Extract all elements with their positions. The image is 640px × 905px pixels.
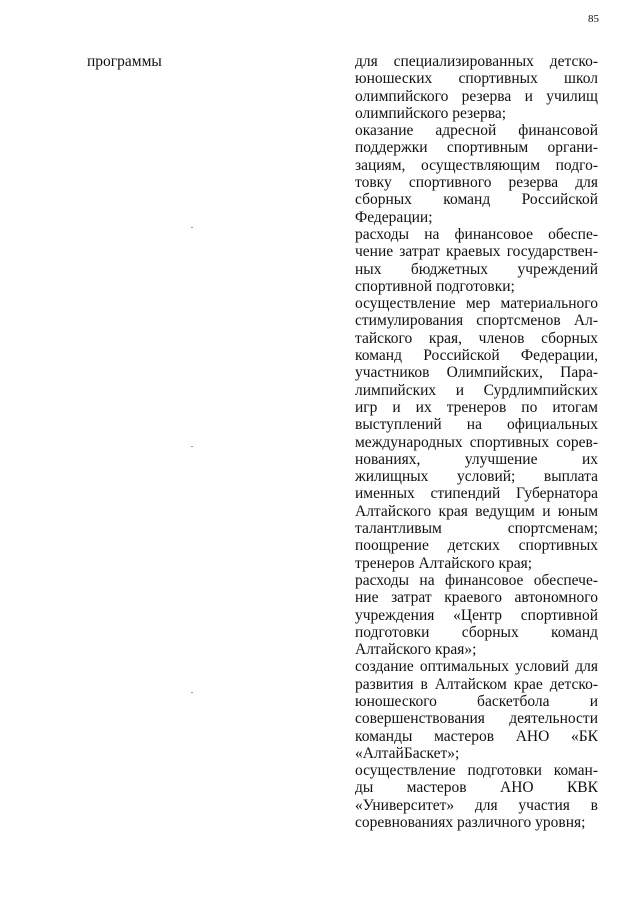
measures-list: [355, 53, 598, 831]
measure-line: расходы на финансовое обеспе-: [355, 225, 598, 243]
measure-line: соревнованиях различного уровня;: [355, 814, 586, 832]
scan-speck: [191, 692, 193, 693]
measure-line: «АлтайБаскет»;: [355, 744, 460, 762]
measure-line: стимулирования спортсменов Ал-: [355, 312, 598, 330]
measure-line: Алтайского края ведущим и юным: [355, 502, 598, 520]
measure-line: совершенствования деятельности: [355, 710, 598, 728]
measure-line: юношеских спортивных школ: [355, 70, 598, 88]
measure-line: подготовки сборных команд: [355, 623, 598, 641]
measure-line: игр и их тренеров по итогам: [355, 398, 598, 416]
measure-line: жилищных условий; выплата: [355, 468, 598, 486]
measure-line: талантливым спортсменам;: [355, 520, 598, 538]
measure-line: юношеского баскетбола и: [355, 692, 598, 710]
measure-line: поддержки спортивным органи-: [355, 139, 598, 157]
measure-line: осуществление мер материального: [355, 295, 598, 313]
measure-line: спортивной подготовки;: [355, 277, 515, 295]
measure-line: команд Российской Федерации,: [355, 347, 598, 365]
page-number: 85: [588, 13, 599, 25]
measure-line: тренеров Алтайского края;: [355, 554, 533, 572]
measure-line: нованиях, улучшение их: [355, 450, 598, 468]
measure-line: поощрение детских спортивных: [355, 537, 598, 555]
measure-line: учреждения «Центр спортивной: [355, 606, 598, 624]
measure-line: ды мастеров АНО КВК: [355, 779, 598, 797]
measure-line: ние затрат краевого автономного: [355, 589, 598, 607]
measure-line: именных стипендий Губернатора: [355, 485, 598, 503]
measure-line: сборных команд Российской: [355, 191, 598, 209]
measure-line: расходы на финансовое обеспече-: [355, 571, 598, 589]
measure-line: выступлений на официальных: [355, 416, 598, 434]
measure-line: создание оптимальных условий для: [355, 658, 598, 676]
measure-line: ных бюджетных учреждений: [355, 260, 598, 278]
measure-line: развития в Алтайском крае детско-: [355, 675, 598, 693]
measure-line: международных спортивных сорев-: [355, 433, 598, 451]
scan-speck: [191, 227, 193, 228]
measure-line: лимпийских и Сурдлимпийских: [355, 381, 598, 399]
measure-line: для специализированных детско-: [355, 53, 598, 70]
program-label: программы: [87, 53, 162, 70]
measure-line: оказание адресной финансовой: [355, 122, 598, 140]
measure-line: осуществление подготовки коман-: [355, 762, 598, 780]
measure-line: Федерации;: [355, 208, 433, 226]
measure-line: товку спортивного резерва для: [355, 174, 598, 192]
measure-line: чение затрат краевых государствен-: [355, 243, 598, 261]
measure-line: тайского края, членов сборных: [355, 329, 598, 347]
measure-line: «Университет» для участия в: [355, 796, 598, 814]
measure-line: команды мастеров АНО «БК: [355, 727, 598, 745]
scan-speck: [191, 446, 193, 447]
measure-line: зациям, осуществляющим подго-: [355, 156, 598, 174]
measure-line: участников Олимпийских, Пара-: [355, 364, 598, 382]
measure-line: олимпийского резерва;: [355, 104, 507, 122]
measure-line: олимпийского резерва и училищ: [355, 87, 598, 105]
measure-line: Алтайского края»;: [355, 641, 477, 659]
